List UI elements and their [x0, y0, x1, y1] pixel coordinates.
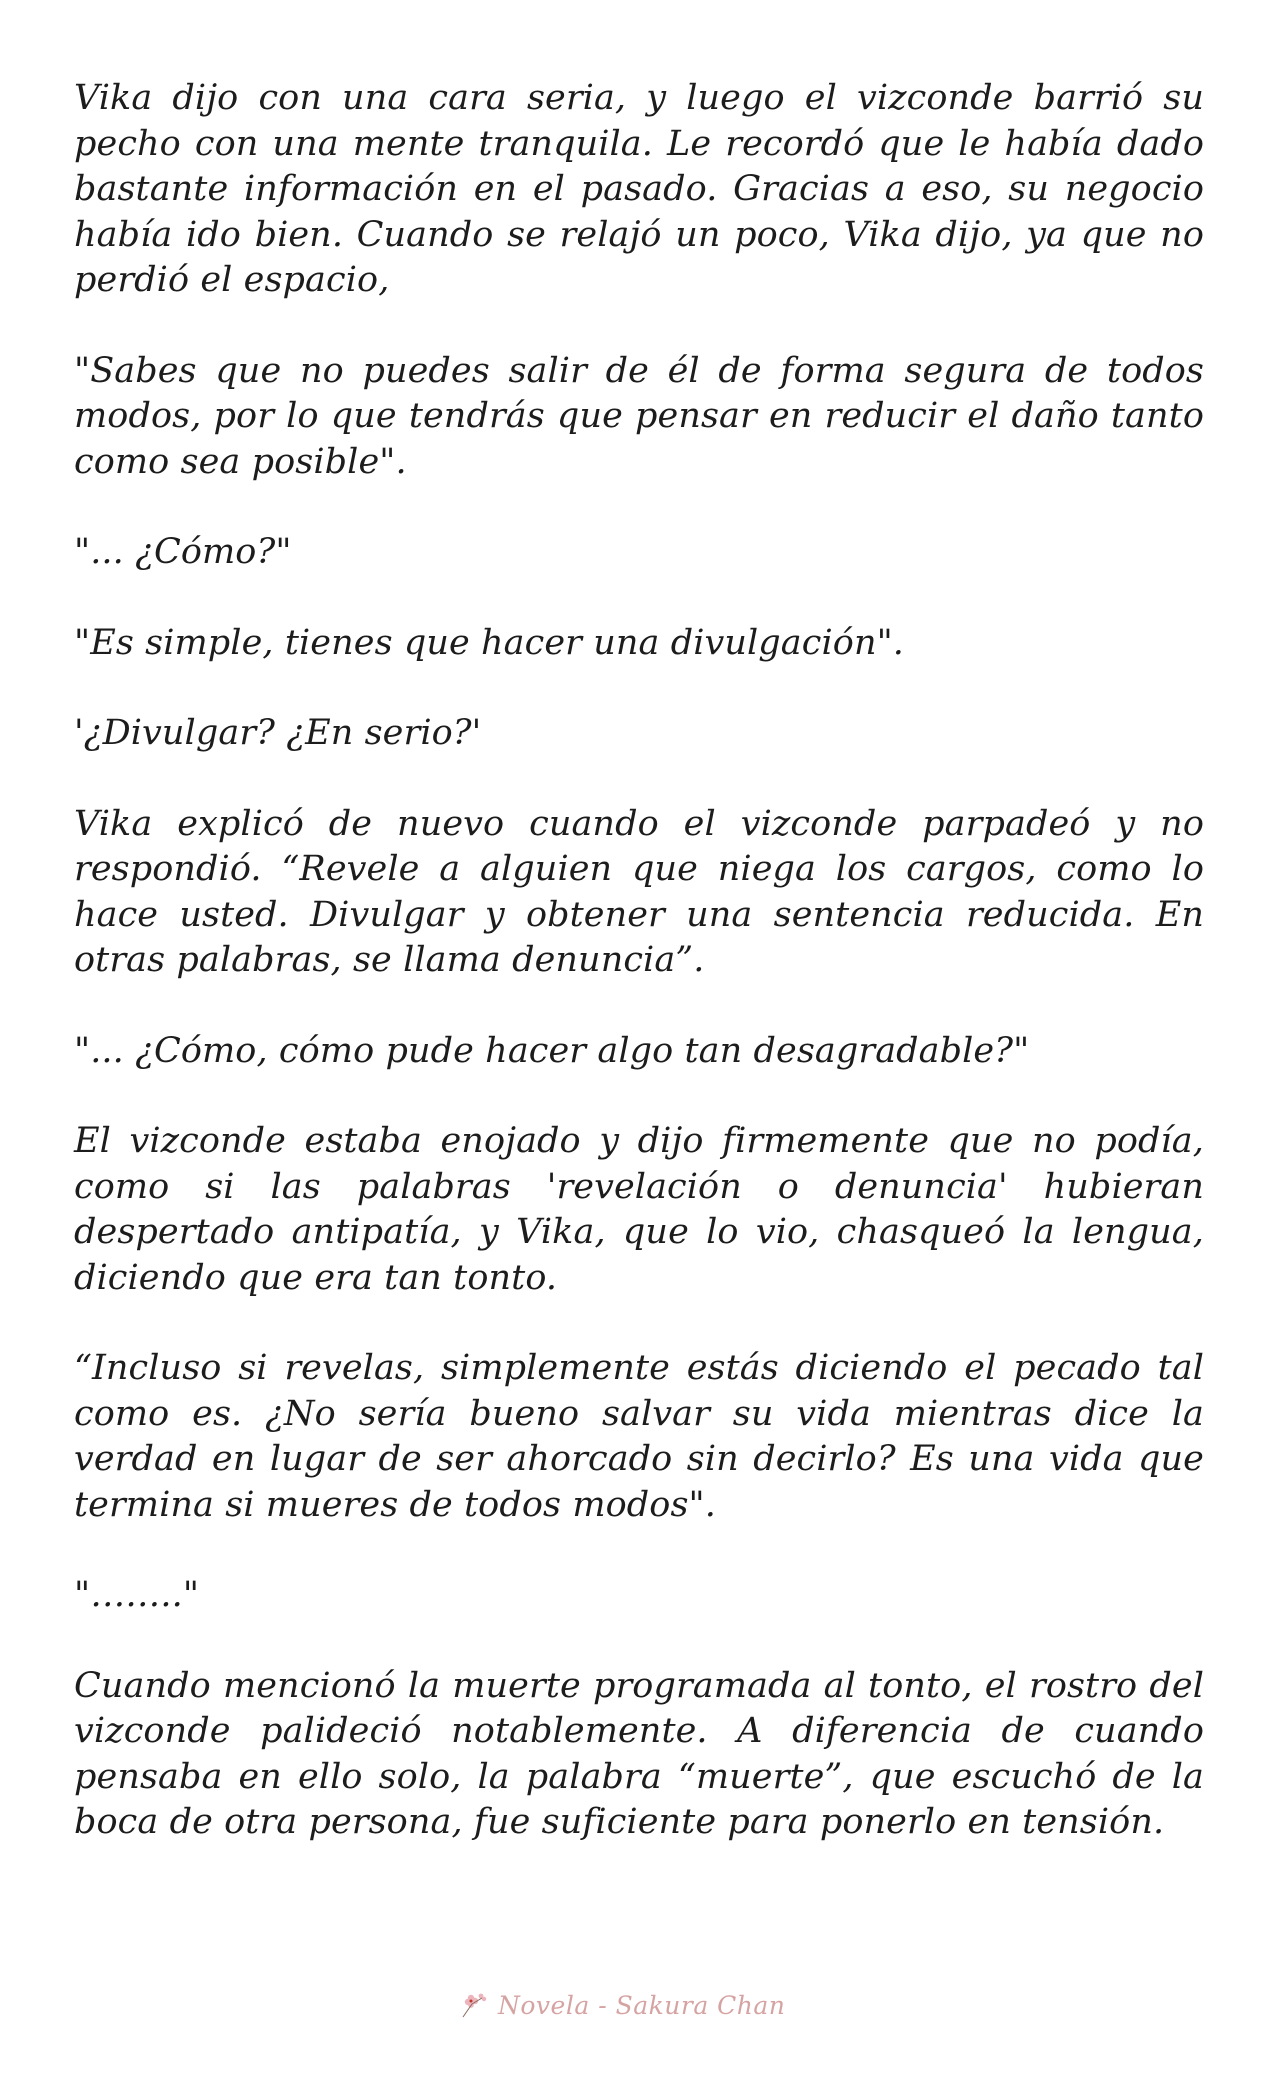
- paragraph-7: "... ¿Cómo, cómo pude hacer algo tan desagradable?": [74, 1030, 1030, 1071]
- document-page: [74, 76, 1204, 1891]
- paragraph-9: “Incluso si revelas, simplemente estás diciendo el pecado tal como es. ¿No sería bueno salvar su vida mientras dice la verdad en lugar de ser ahorcado sin decirlo? Es una vida que termina si mueres de todos modos".: [74, 1348, 1204, 1525]
- paragraph-3: "... ¿Cómo?": [74, 532, 292, 572]
- paragraph-2: "Sabes que no puedes salir de él de forma segura de todos modos, por lo que tendrás que pensar en reducir el daño tanto como sea posible".: [74, 350, 1204, 482]
- paragraph-1: Vika dijo con una cara seria, y luego el vizconde barrió su pecho con una mente tranquila. Le recordó que le había dado bastante información en el pasado. Gracias a eso, su negocio había ido bien. Cuando se relajó un poco, Vika dijo, ya que no perdió el espacio,: [74, 78, 1204, 300]
- paragraph-11: Cuando mencionó la muerte programada al tonto, el rostro del vizconde palideció notablemente. A diferencia de cuando pensaba en ello solo, la palabra “muerte”, que escuchó de la boca de otra persona, fue suficiente para ponerlo en tensión.: [74, 1665, 1204, 1842]
- paragraph-8: El vizconde estaba enojado y dijo firmemente que no podía, como si las palabras 'revelación o denuncia' hubieran despertado antipatía, y Vika, que lo vio, chasqueó la lengua, diciendo que era tan tonto.: [74, 1121, 1204, 1298]
- paragraph-5: '¿Divulgar? ¿En serio?': [74, 713, 482, 753]
- watermark: [460, 1985, 785, 2025]
- paragraph-10: "……..": [74, 1575, 200, 1615]
- watermark-text: Novela - Sakura Chan: [498, 1990, 786, 2020]
- paragraph-4: "Es simple, tienes que hacer una divulgación".: [74, 622, 905, 663]
- paragraph-6: Vika explicó de nuevo cuando el vizconde parpadeó y no respondió. “Revele a alguien que niega los cargos, como lo hace usted. Divulgar y obtener una sentencia reducida. En otras palabras, se llama denuncia”.: [74, 803, 1204, 980]
- sakura-blossom-icon: [460, 1990, 490, 2020]
